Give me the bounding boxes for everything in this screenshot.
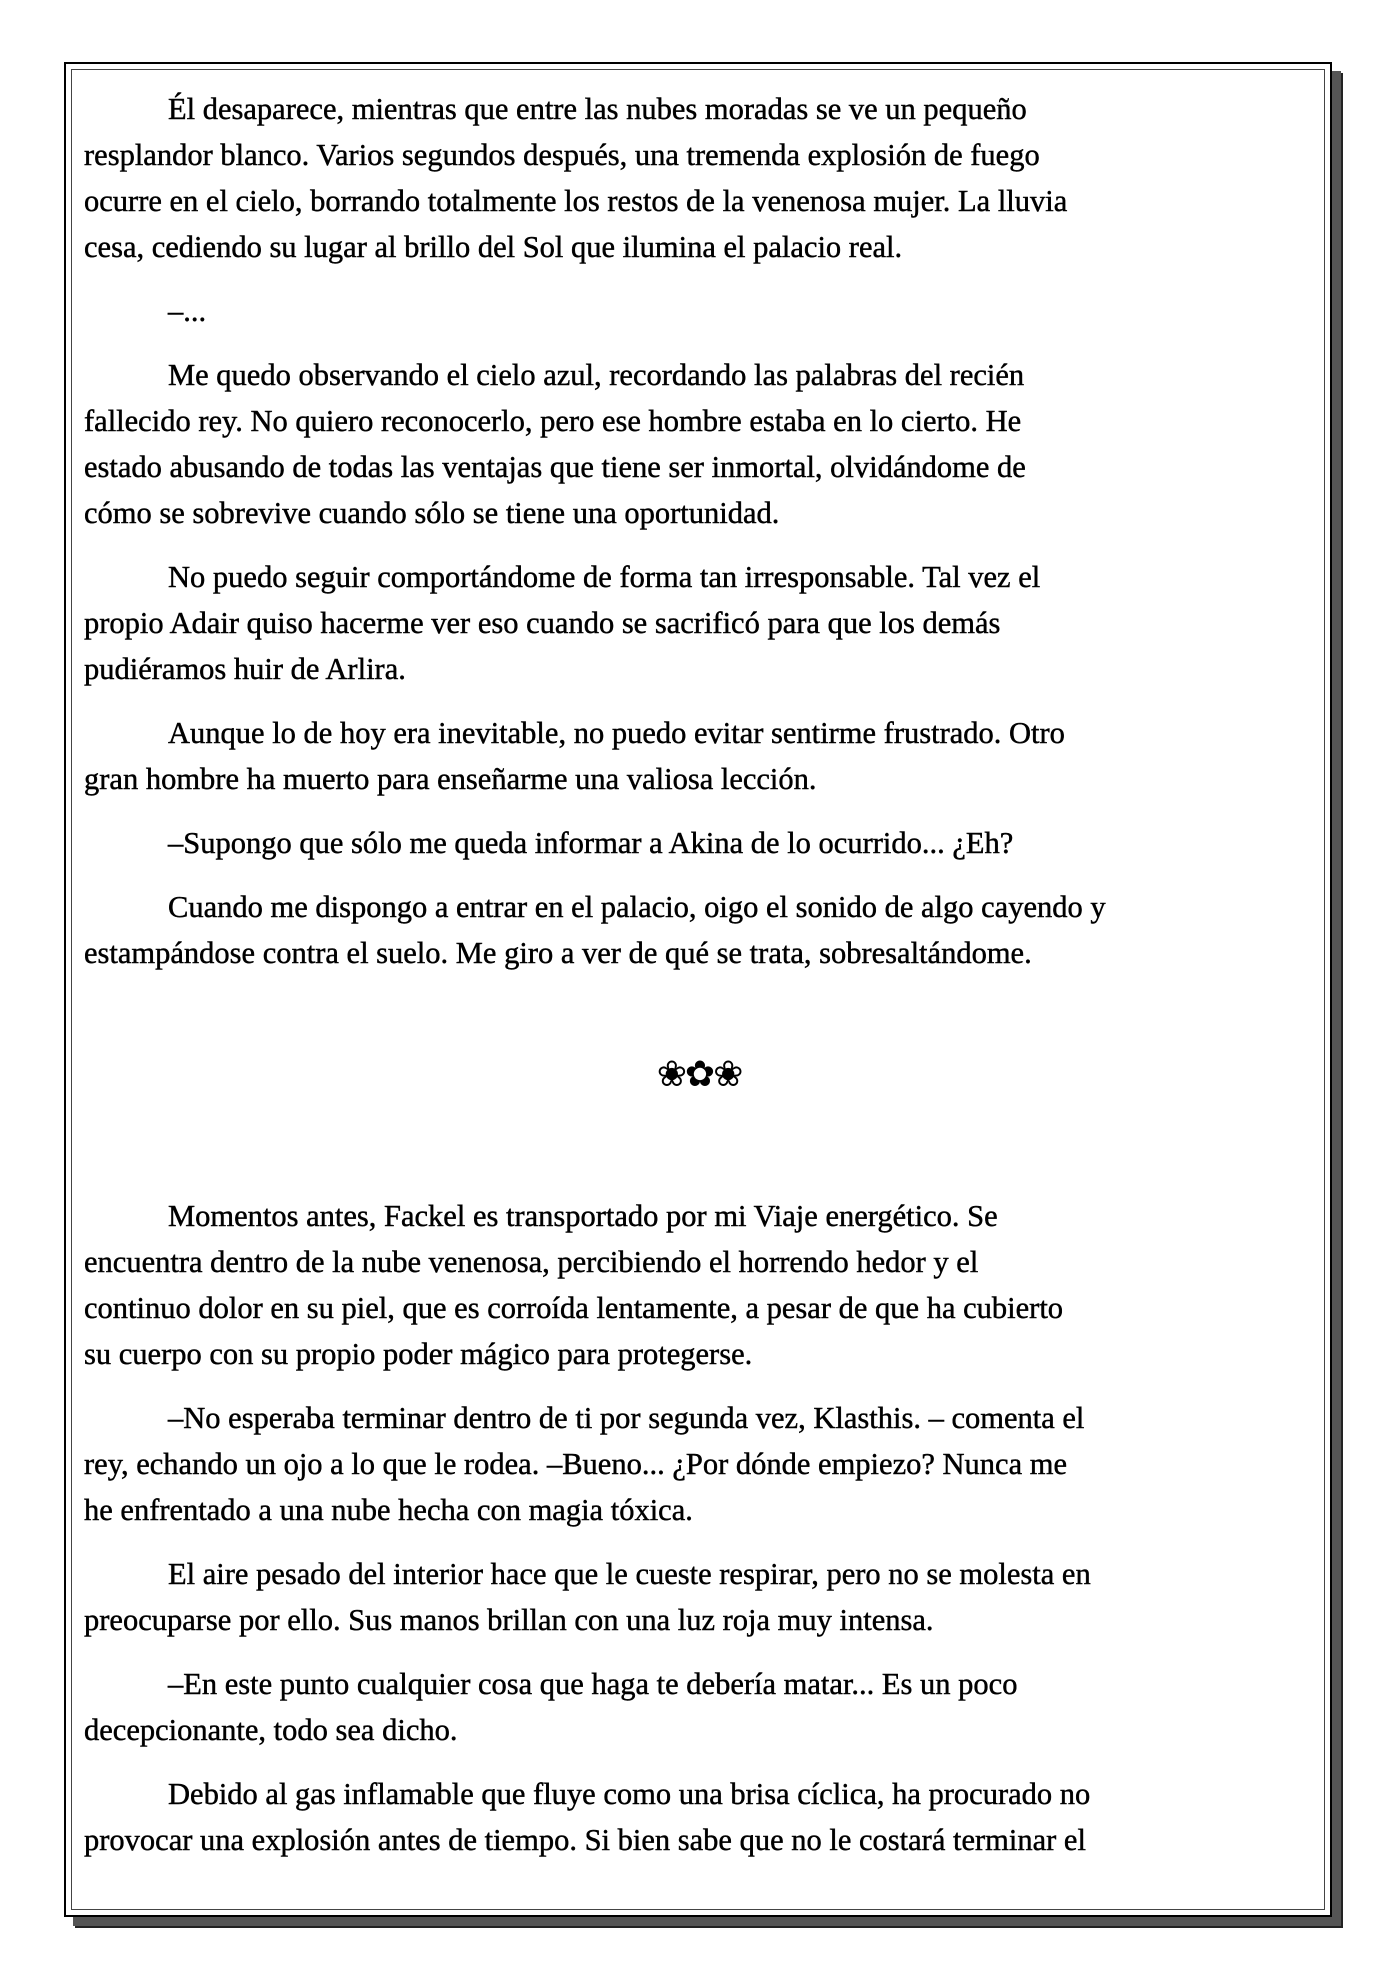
paragraph: –No esperaba terminar dentro de ti por segunda vez, Klasthis. – comenta el rey, echando un ojo a lo que le rodea. –Bueno... ¿Por dónde empiezo? Nunca me he enfrentado a una nube hecha con magia tóxica. [84,1401,1085,1527]
paragraph: Me quedo observando el cielo azul, recordando las palabras del recién fallecido rey. No quiero reconocerlo, pero ese hombre estaba en lo cierto. He estado abusando de todas las ventajas que tiene ser inmortal, olvidándome de cómo se sobrevive cuando sólo se tiene una oportunidad. [84,358,1026,530]
paragraph: –... [168,294,207,328]
paragraph: Debido al gas inflamable que fluye como una brisa cíclica, ha procurado no provocar una explosión antes de tiempo. Si bien sabe que no le costará terminar el [84,1777,1091,1857]
paragraph: Cuando me dispongo a entrar en el palacio, oigo el sonido de algo cayendo y estampándose contra el suelo. Me giro a ver de qué se trata, sobresaltándome. [84,890,1106,970]
paragraph: Aunque lo de hoy era inevitable, no puedo evitar sentirme frustrado. Otro gran hombre ha muerto para enseñarme una valiosa lección. [84,716,1065,796]
paragraph: El aire pesado del interior hace que le cueste respirar, pero no se molesta en preocuparse por ello. Sus manos brillan con una luz roja muy intensa. [84,1557,1091,1637]
paragraph: Momentos antes, Fackel es transportado por mi Viaje energético. Se encuentra dentro de la nube venenosa, percibiendo el horrendo hedor y el continuo dolor en su piel, que es corroída lentamente, a pesar de que ha cubierto su cuerpo con su propio poder mágico para protegerse. [84,1199,1064,1371]
section-break-ornament: ❀✿❀ [656,1054,742,1095]
paragraph: –Supongo que sólo me queda informar a Akina de lo ocurrido... ¿Eh? [168,826,1014,860]
paragraph: Él desaparece, mientras que entre las nubes moradas se ve un pequeño resplandor blanco. Varios segundos después, una tremenda explosión de fuego ocurre en el cielo, borrando totalmente los restos de la venenosa mujer. La lluvia cesa, cediendo su lugar al brillo del Sol que ilumina el palacio real. [84,92,1068,264]
paragraph: –En este punto cualquier cosa que haga te debería matar... Es un poco decepcionante, todo sea dicho. [84,1667,1018,1747]
paragraph: No puedo seguir comportándome de forma tan irresponsable. Tal vez el propio Adair quiso hacerme ver eso cuando se sacrificó para que los demás pudiéramos huir de Arlira. [84,560,1041,686]
document-body [84,86,1314,1881]
